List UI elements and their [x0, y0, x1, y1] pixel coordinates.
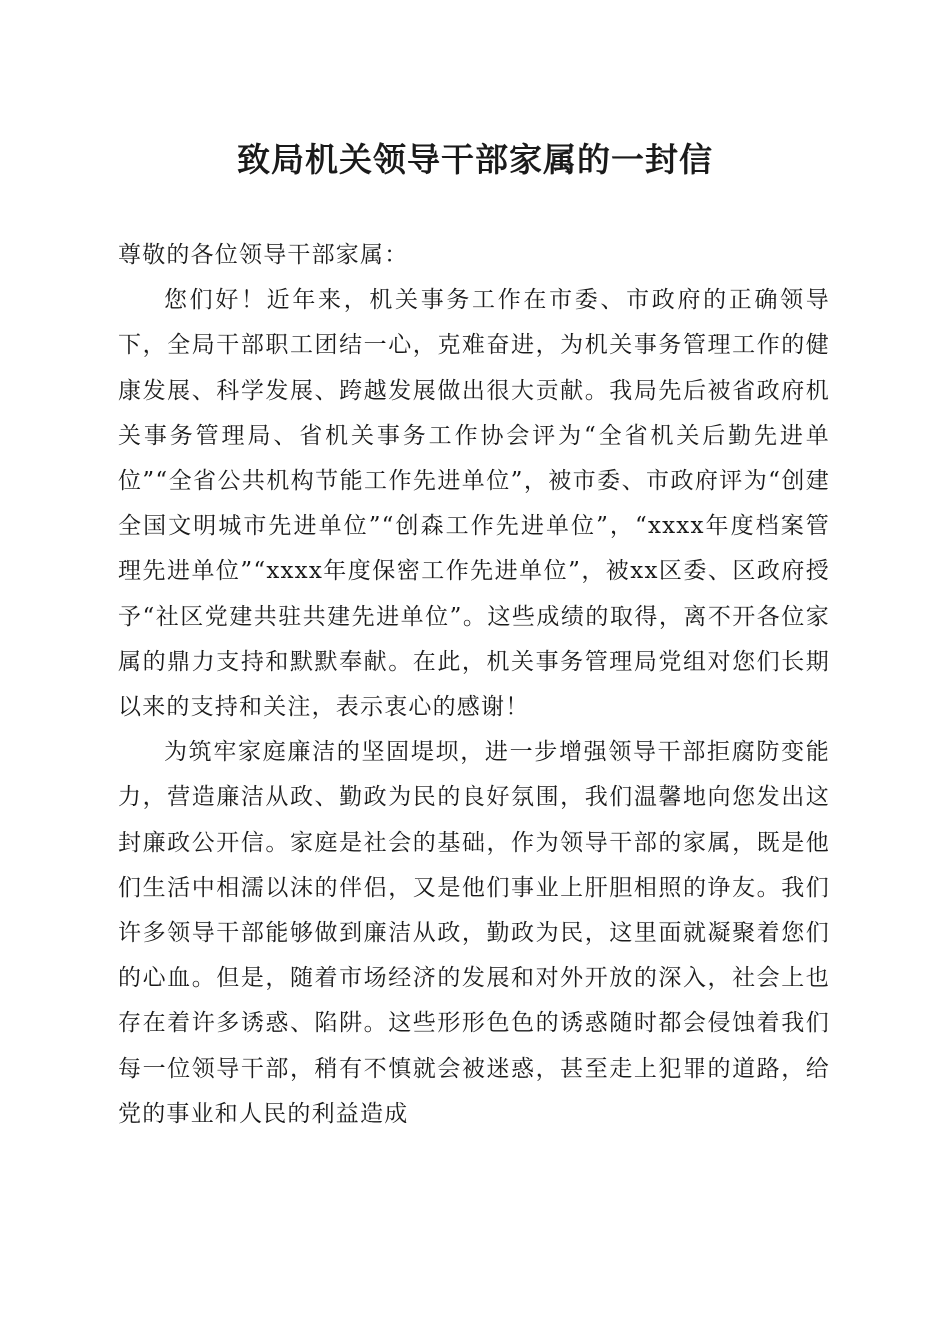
- letter-body: [118, 233, 830, 1137]
- paragraph-greeting-achievements: 您们好！近年来，机关事务工作在市委、市政府的正确领导下，全局干部职工团结一心，克难奋进，为机关事务管理工作的健康发展、科学发展、跨越发展做出很大贡献。我局先后被省政府机关事务管理局、省机关事务工作协会评为“全省机关后勤先进单位”“全省公共机构节能工作先进单位”，被市委、市政府评为“创建全国文明城市先进单位”“创森工作先进单位”，“xxxx年度档案管理先进单位”“xxxx年度保密工作先进单位”，被xx区委、区政府授予“社区党建共驻共建先进单位”。这些成绩的取得，离不开各位家属的鼎力支持和默默奉献。在此，机关事务管理局党组对您们长期以来的支持和关注，表示衷心的感谢！: [118, 287, 830, 721]
- salutation: 尊敬的各位领导干部家属：: [118, 242, 409, 268]
- document-title: 致局机关领导干部家属的一封信: [237, 140, 713, 179]
- paragraph-integrity-appeal: 为筑牢家庭廉洁的坚固堤坝，进一步增强领导干部拒腐防变能力，营造廉洁从政、勤政为民的良好氛围，我们温馨地向您发出这封廉政公开信。家庭是社会的基础，作为领导干部的家属，既是他们生活中相濡以沫的伴侣，又是他们事业上肝胆相照的诤友。我们许多领导干部能够做到廉洁从政，勤政为民，这里面就凝聚着您们的心血。但是，随着市场经济的发展和对外开放的深入，社会上也存在着许多诱惑、陷阱。这些形形色色的诱惑随时都会侵蚀着我们每一位领导干部，稍有不慎就会被迷惑，甚至走上犯罪的道路，给党的事业和人民的利益造成: [118, 739, 830, 1127]
